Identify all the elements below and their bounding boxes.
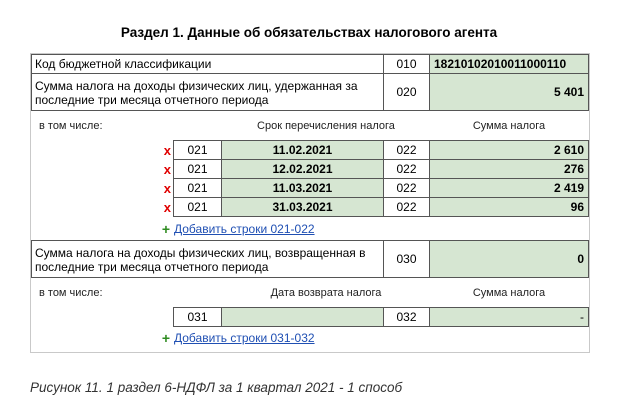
kbk-code: 010 <box>383 54 430 74</box>
withheld-row <box>31 73 589 111</box>
returned-code: 030 <box>383 240 430 278</box>
payment-amount-code: 022 <box>383 159 430 179</box>
delete-row-icon[interactable]: x <box>163 199 171 215</box>
delete-row-icon[interactable]: x <box>163 142 171 158</box>
return-date-input[interactable] <box>221 307 384 327</box>
returns-subheader <box>31 281 589 305</box>
add-icon[interactable]: + <box>161 221 170 237</box>
payments-subheader <box>31 114 589 138</box>
returns-subheader-label: в том числе: <box>39 287 103 299</box>
kbk-input[interactable]: 18210102010011000110 <box>429 54 589 74</box>
payment-amount-input[interactable]: 276 <box>429 159 589 179</box>
returned-row <box>31 240 589 278</box>
return-amount-column-header: Сумма налога <box>472 287 546 299</box>
kbk-row <box>31 54 589 74</box>
section-form <box>30 53 590 353</box>
return-amount-input[interactable]: - <box>429 307 589 327</box>
section-title: Раздел 1. Данные об обязательствах налогового агента <box>120 25 498 40</box>
payment-date-column-header: Срок перечисления налога <box>257 120 395 132</box>
payment-date-code: 021 <box>173 159 222 179</box>
payment-date-code: 021 <box>173 140 222 160</box>
payment-amount-column-header: Сумма налога <box>472 120 546 132</box>
add-return-rows-link[interactable]: Добавить строки 031-032 <box>174 331 315 345</box>
payment-date-code: 021 <box>173 178 222 198</box>
payment-amount-input[interactable]: 2 419 <box>429 178 589 198</box>
delete-row-icon[interactable]: x <box>163 180 171 196</box>
payment-date-input[interactable]: 12.02.2021 <box>221 159 384 179</box>
payment-date-input[interactable]: 11.02.2021 <box>221 140 384 160</box>
return-row <box>31 307 589 327</box>
payment-amount-code: 022 <box>383 178 430 198</box>
payment-row <box>31 140 589 160</box>
kbk-label: Код бюджетной классификации <box>31 54 384 74</box>
delete-row-icon[interactable]: x <box>163 161 171 177</box>
payments-subheader-label: в том числе: <box>39 120 103 132</box>
payment-amount-input[interactable]: 96 <box>429 197 589 217</box>
payment-date-code: 021 <box>173 197 222 217</box>
add-payment-rows-link[interactable]: Добавить строки 021-022 <box>174 222 315 236</box>
payment-date-input[interactable]: 11.03.2021 <box>221 178 384 198</box>
return-date-column-header: Дата возврата налога <box>270 287 382 299</box>
return-amount-code: 032 <box>383 307 430 327</box>
figure-caption: Рисунок 11. 1 раздел 6-НДФЛ за 1 квартал 2021 - 1 способ <box>30 380 403 395</box>
payment-amount-code: 022 <box>383 140 430 160</box>
payment-amount-code: 022 <box>383 197 430 217</box>
payment-row <box>31 178 589 198</box>
payment-date-input[interactable]: 31.03.2021 <box>221 197 384 217</box>
payment-amount-input[interactable]: 2 610 <box>429 140 589 160</box>
payment-row <box>31 159 589 179</box>
payment-row <box>31 197 589 217</box>
withheld-input[interactable]: 5 401 <box>429 73 589 111</box>
return-date-code: 031 <box>173 307 222 327</box>
add-icon[interactable]: + <box>161 330 170 346</box>
withheld-code: 020 <box>383 73 430 111</box>
returned-input[interactable]: 0 <box>429 240 589 278</box>
add-return-rows <box>31 329 589 347</box>
returned-label: Сумма налога на доходы физических лиц, возвращенная в последние три месяца отчетного периода <box>31 240 384 278</box>
withheld-label: Сумма налога на доходы физических лиц, удержанная за последние три месяца отчетного периода <box>31 73 384 111</box>
add-payment-rows <box>31 220 589 238</box>
